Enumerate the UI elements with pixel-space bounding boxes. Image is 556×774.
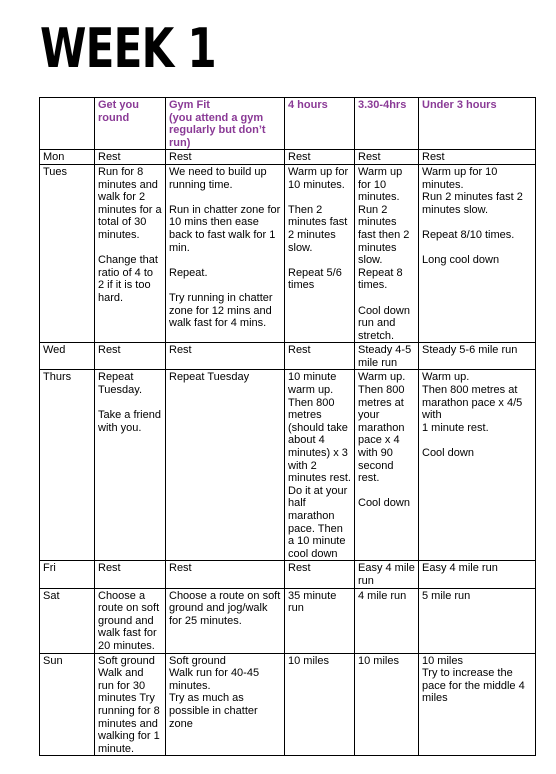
- day-label: Mon: [40, 150, 95, 165]
- header-under-3-hours: Under 3 hours: [419, 98, 536, 150]
- plan-cell: We need to build up running time. Run in chatter zone for 10 mins then ease back to fast walk for 1 min. Repeat. Try running in chatter zone for 12 mins and walk fast for 4 mins.: [166, 164, 285, 342]
- plan-cell: Warm up for 10 minutes. Then 2 minutes fast 2 minutes slow. Repeat 5/6 times: [285, 164, 355, 342]
- plan-cell: Warm up for 10 minutes. Run 2 minutes fast 2 minutes slow. Repeat 8/10 times. Long cool down: [419, 164, 536, 342]
- plan-cell: Rest: [355, 150, 419, 165]
- plan-cell: Rest: [419, 150, 536, 165]
- header-get-you-round: Get you round: [95, 98, 166, 150]
- plan-cell: Rest: [95, 561, 166, 588]
- plan-cell: 10 minute warm up. Then 800 metres (should take about 4 minutes) x 3 with 2 minutes rest. Do it at your half marathon pace. Then a 10 minute cool down: [285, 370, 355, 561]
- day-label: Fri: [40, 561, 95, 588]
- table-row: [40, 343, 536, 370]
- table-row: [40, 150, 536, 165]
- plan-cell: Rest: [166, 343, 285, 370]
- table-row: [40, 588, 536, 653]
- table-row: [40, 370, 536, 561]
- plan-cell: Warm up. Then 800 metres at marathon pace x 4/5 with 1 minute rest. Cool down: [419, 370, 536, 561]
- training-plan-table: [39, 97, 536, 756]
- header-4-hours: 4 hours: [285, 98, 355, 150]
- plan-cell: Soft ground Walk run for 40-45 minutes. Try as much as possible in chatter zone: [166, 653, 285, 756]
- plan-cell: Easy 4 mile run: [355, 561, 419, 588]
- header-cell-corner: [40, 98, 95, 150]
- plan-cell: Rest: [95, 150, 166, 165]
- day-label: Thurs: [40, 370, 95, 561]
- plan-cell: 5 mile run: [419, 588, 536, 653]
- header-gym-fit: Gym Fit (you attend a gym regularly but don’t run): [166, 98, 285, 150]
- plan-cell: Rest: [285, 150, 355, 165]
- day-label: Sun: [40, 653, 95, 756]
- plan-cell: Warm up for 10 minutes. Run 2 minutes fast then 2 minutes slow. Repeat 8 times. Cool down run and stretch.: [355, 164, 419, 342]
- plan-cell: Warm up. Then 800 metres at your marathon pace x 4 with 90 second rest. Cool down: [355, 370, 419, 561]
- plan-cell: Steady 5-6 mile run: [419, 343, 536, 370]
- plan-cell: 4 mile run: [355, 588, 419, 653]
- plan-cell: Choose a route on soft ground and jog/walk for 25 minutes.: [166, 588, 285, 653]
- plan-cell: Rest: [166, 561, 285, 588]
- plan-cell: 35 minute run: [285, 588, 355, 653]
- day-label: Sat: [40, 588, 95, 653]
- day-label: Tues: [40, 164, 95, 342]
- plan-cell: Choose a route on soft ground and walk fast for 20 minutes.: [95, 588, 166, 653]
- plan-cell: 10 miles: [285, 653, 355, 756]
- plan-cell: Easy 4 mile run: [419, 561, 536, 588]
- plan-cell: Repeat Tuesday: [166, 370, 285, 561]
- day-label: Wed: [40, 343, 95, 370]
- plan-cell: Rest: [285, 561, 355, 588]
- table-row: [40, 653, 536, 756]
- table-row: [40, 164, 536, 342]
- plan-cell: Rest: [285, 343, 355, 370]
- plan-cell: Rest: [95, 343, 166, 370]
- plan-cell: Steady 4-5 mile run: [355, 343, 419, 370]
- plan-cell: Run for 8 minutes and walk for 2 minutes for a total of 30 minutes. Change that ratio of 4 to 2 if it is too hard.: [95, 164, 166, 342]
- plan-cell: 10 miles Try to increase the pace for the middle 4 miles: [419, 653, 536, 756]
- plan-cell: Rest: [166, 150, 285, 165]
- table-row: [40, 561, 536, 588]
- plan-cell: Soft ground Walk and run for 30 minutes Try running for 8 minutes and walking for 1 minute.: [95, 653, 166, 756]
- table-header-row: [40, 98, 536, 150]
- plan-cell: 10 miles: [355, 653, 419, 756]
- plan-cell: Repeat Tuesday. Take a friend with you.: [95, 370, 166, 561]
- page-title: WEEK 1: [40, 17, 216, 80]
- header-3-30-4hrs: 3.30-4hrs: [355, 98, 419, 150]
